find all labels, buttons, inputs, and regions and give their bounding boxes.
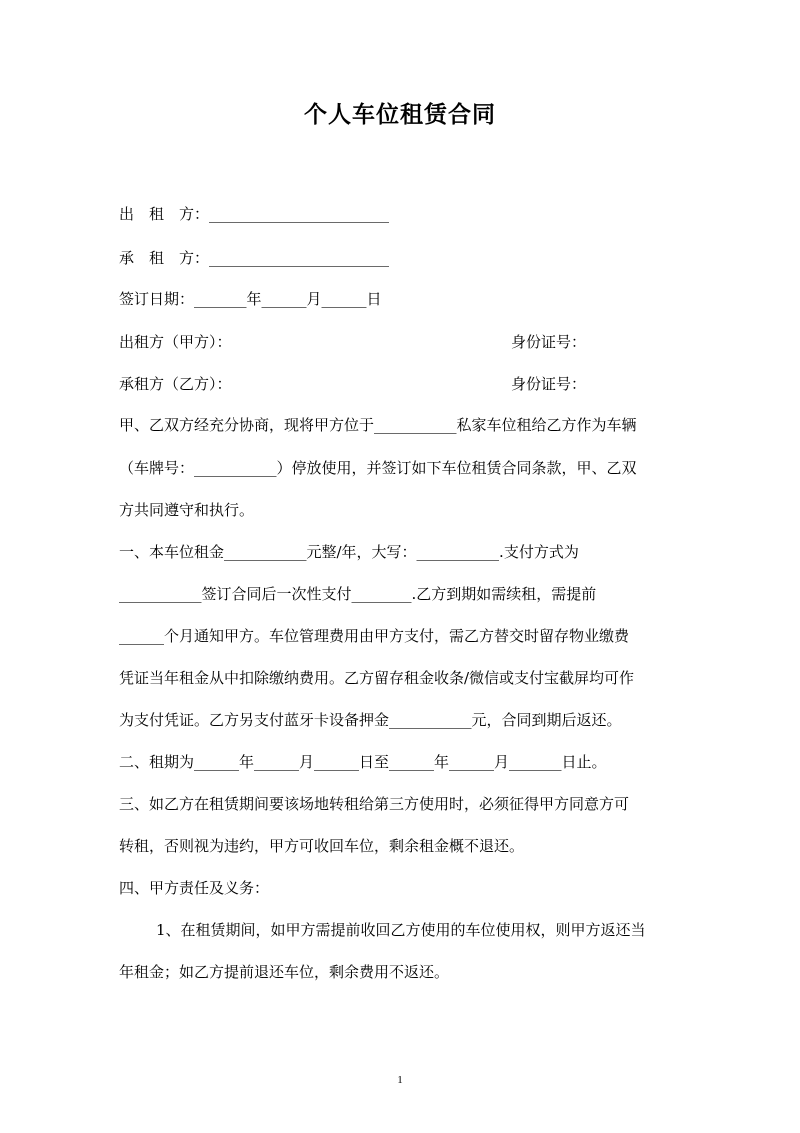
lessor-line: 出 租 方：________________________ [119, 205, 390, 223]
clause-3-line: 三、如乙方在租赁期间要该场地转租给第三方使用时，必须征得甲方同意方可 [119, 795, 630, 813]
party-a-id-label: 身份证号： [511, 333, 587, 351]
intro-line: 甲、乙双方经充分协商，现将甲方位于___________私家车位租给乙方作为车辆 [119, 416, 637, 434]
clause-4-item-1-line: 年租金；如乙方提前退还车位，剩余费用不返还。 [119, 963, 450, 981]
sign-date-line: 签订日期：_______年______月______日 [119, 290, 382, 308]
clause-1-line: 凭证当年租金从中扣除缴纳费用。乙方留存租金收条/微信或支付宝截屏均可作 [119, 669, 635, 687]
intro-line: （车牌号：___________）停放使用，并签订如下车位租赁合同条款，甲、乙双 [119, 459, 637, 477]
clause-1-line: ___________签订合同后一次性支付________.乙方到期如需续租，需提前 [119, 585, 597, 603]
lessee-line: 承 租 方：________________________ [119, 249, 390, 267]
clause-4-heading: 四、甲方责任及义务： [119, 879, 270, 897]
page-title: 个人车位租赁合同 [304, 101, 496, 128]
clause-1-line: 为支付凭证。乙方另支付蓝牙卡设备押金___________元，合同到期后返还。 [119, 711, 622, 729]
clause-4-item-1-line: 1、在租赁期间，如甲方需提前收回乙方使用的车位使用权，则甲方返还当 [156, 921, 646, 939]
party-a-label: 出租方（甲方）： [119, 333, 232, 351]
intro-line: 方共同遵守和执行。 [119, 501, 255, 519]
clause-2-line: 二、租期为______年______月______日至______年______月_______日止。 [119, 753, 607, 771]
party-b-label: 承租方（乙方）： [119, 375, 232, 393]
clause-1-line: 一、本车位租金___________元整/年，大写：___________.支付方式为 [119, 543, 579, 561]
clause-1-line: ______个月通知甲方。车位管理费用由甲方支付，需乙方替交时留存物业缴费 [119, 627, 630, 645]
page-number: 1 [397, 1074, 403, 1086]
clause-3-line: 转租，否则视为违约，甲方可收回车位，剩余租金概不退还。 [119, 837, 525, 855]
party-b-id-label: 身份证号： [511, 375, 587, 393]
